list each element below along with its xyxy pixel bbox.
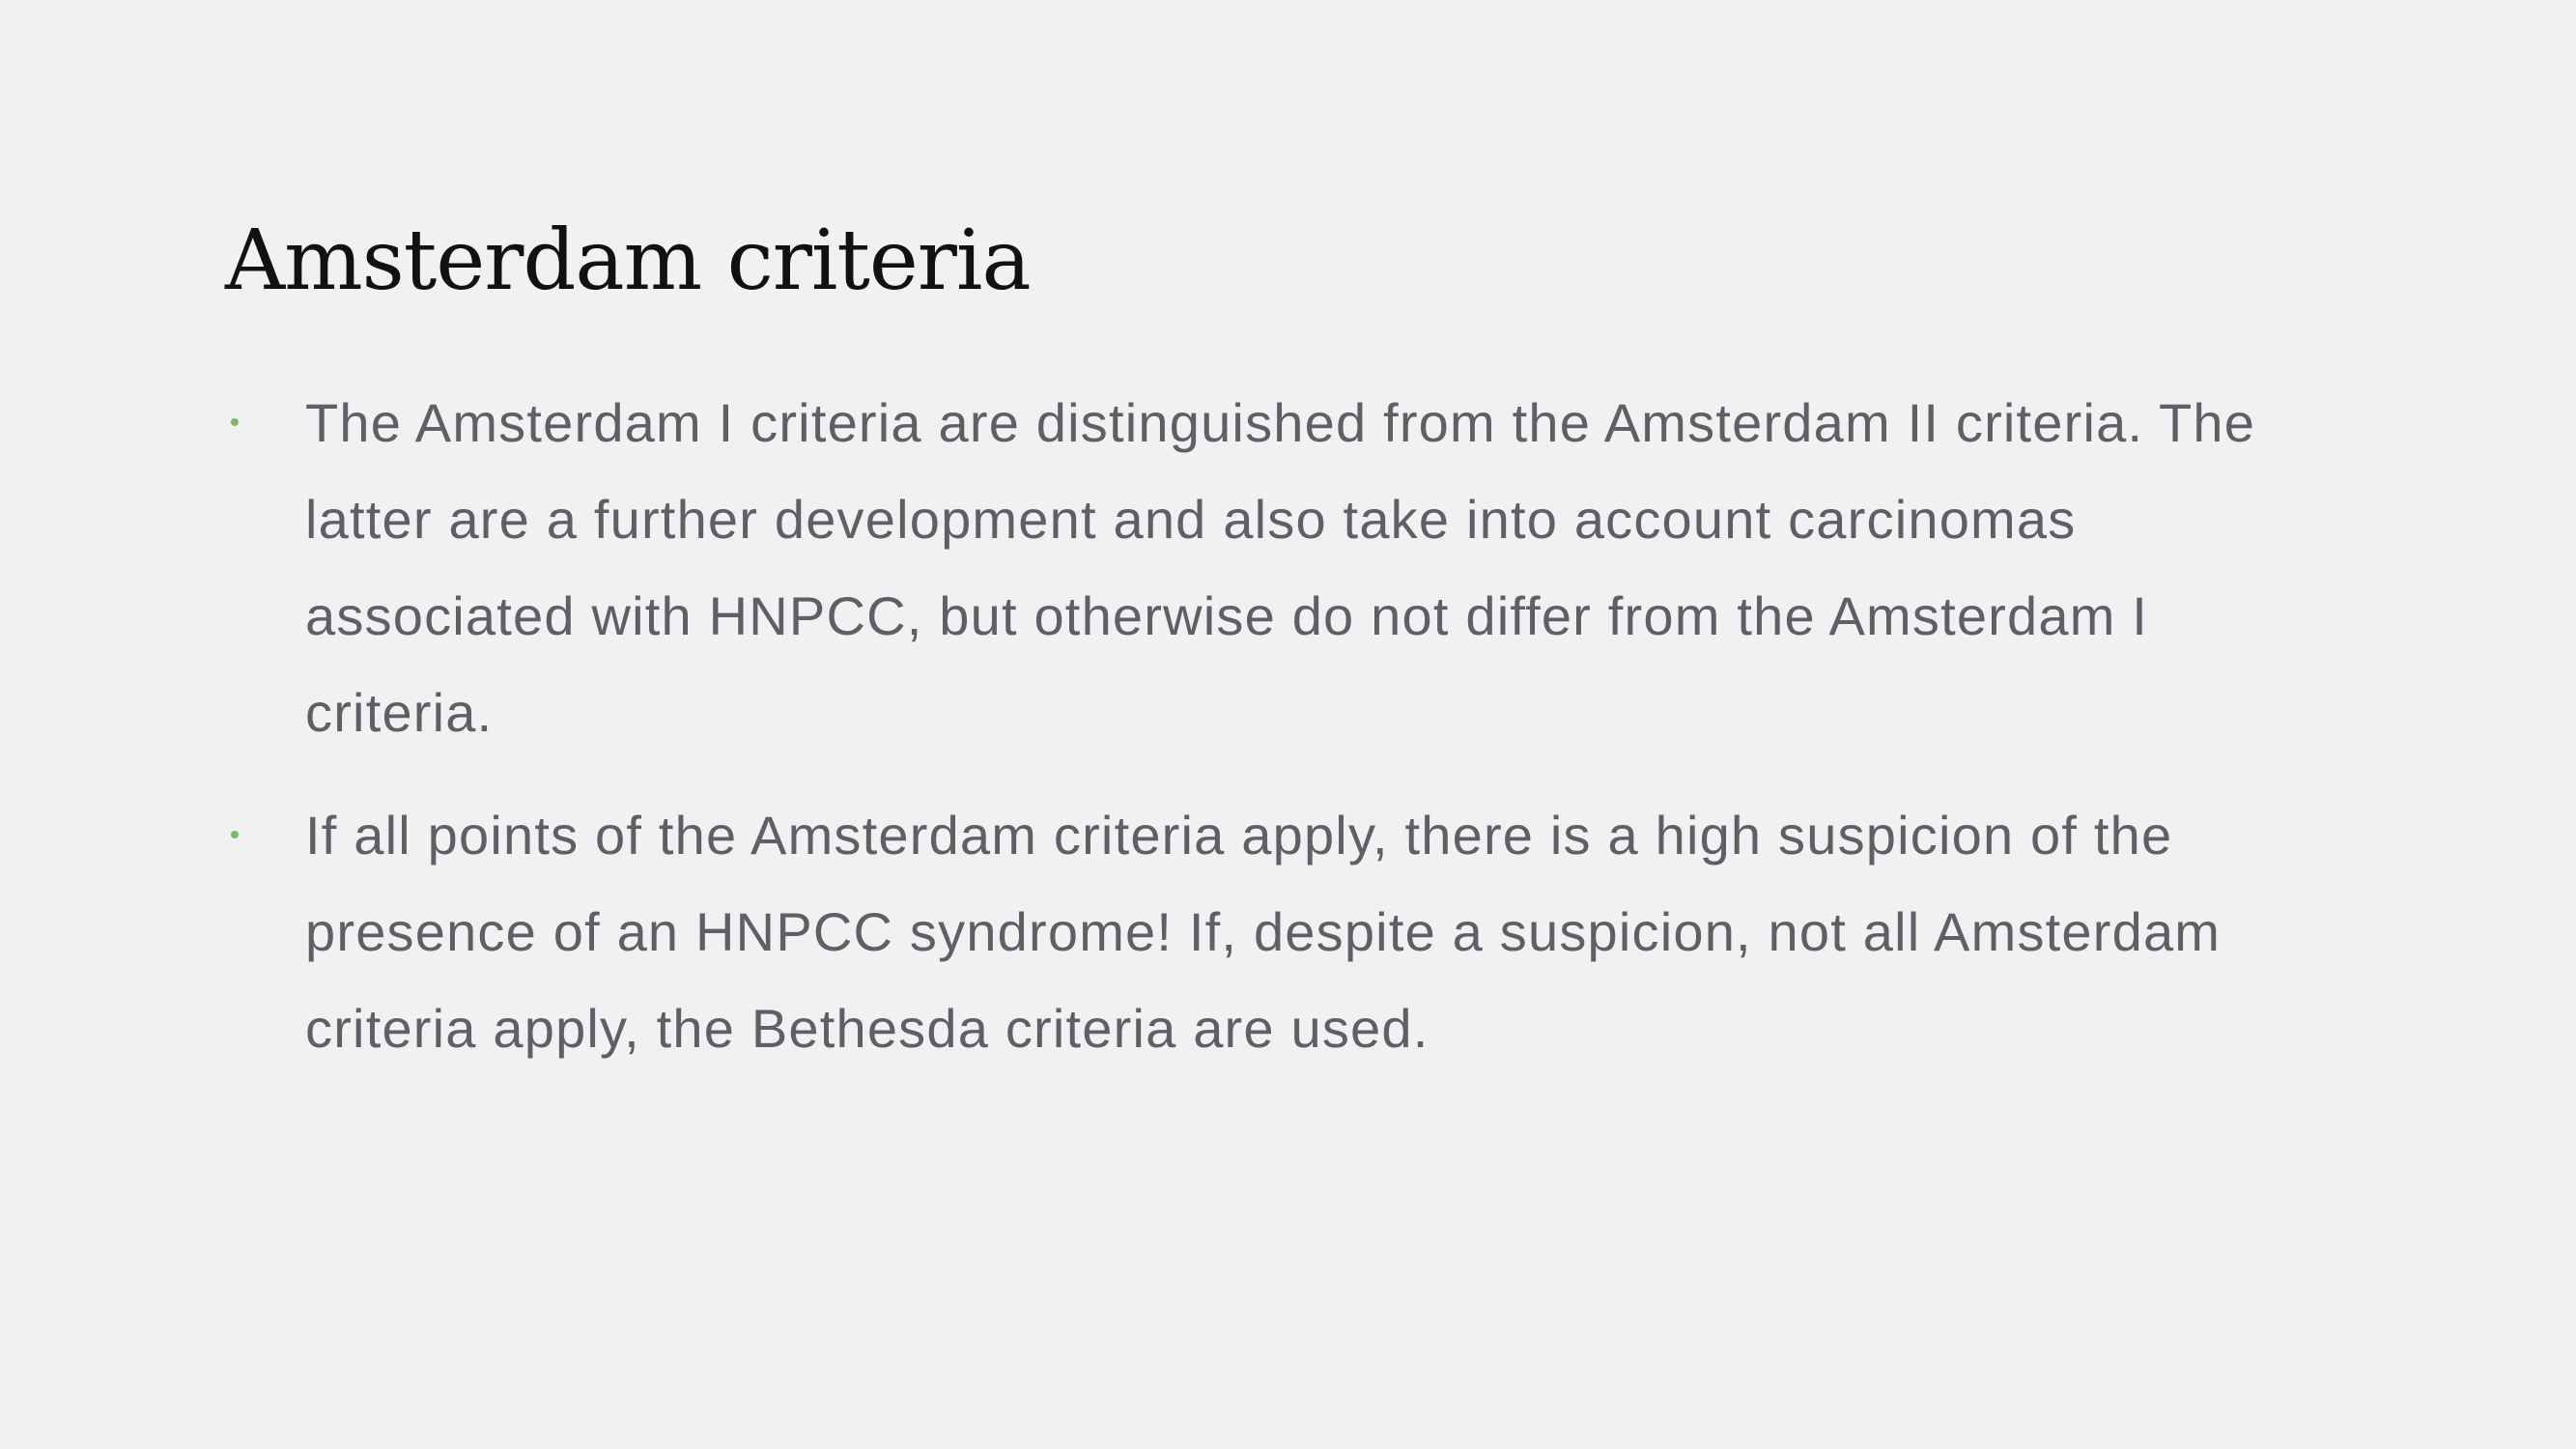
bullet-list bbox=[225, 375, 2331, 1103]
bullet-text: If all points of the Amsterdam criteria apply, there is a high suspicion of the presence of an HNPCC syndrome! If, despite a suspicion, not all Amsterdam criteria apply, the Bethesda criteria are used. bbox=[305, 805, 2222, 1059]
bullet-dot-icon bbox=[231, 418, 239, 426]
bullet-item bbox=[225, 787, 2331, 1077]
bullet-dot-icon bbox=[231, 831, 239, 838]
bullet-item bbox=[225, 375, 2331, 761]
slide-title: Amsterdam criteria bbox=[225, 213, 1031, 309]
bullet-text: The Amsterdam I criteria are distinguished from the Amsterdam II criteria. The latter are a further development and also take into account carcinomas associated with HNPCC, but otherwise do not differ from the Amsterdam I criteria. bbox=[305, 392, 2256, 743]
